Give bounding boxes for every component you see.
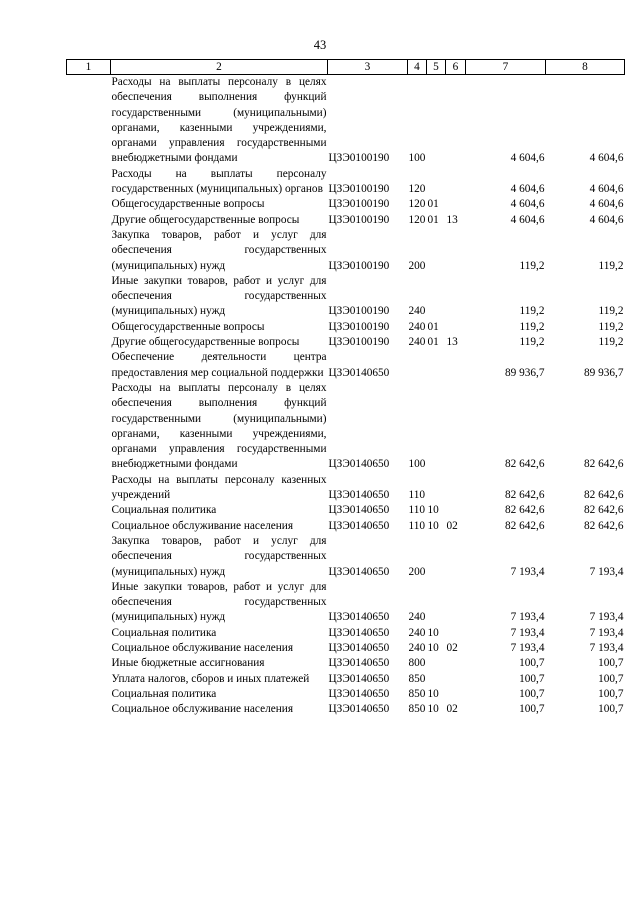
row-spacer: [67, 335, 111, 350]
row-spacer: [67, 702, 111, 717]
column-header: 3: [328, 60, 408, 75]
row-spacer: [67, 656, 111, 671]
amount-col-8: 7 193,4: [589, 611, 624, 624]
row-spacer: [67, 350, 111, 381]
table-row: [67, 75, 625, 167]
subsection-code: 13: [446, 213, 458, 226]
row-spacer: [67, 580, 111, 626]
amount-col-8: 100,7: [598, 687, 624, 700]
amount-col-8: 82 642,6: [583, 458, 624, 471]
amount-col-7: 4 604,6: [510, 198, 545, 211]
amount-col-7: 7 193,4: [510, 626, 545, 639]
amount-col-8: 89 936,7: [583, 366, 624, 379]
section-code: 01: [427, 336, 439, 349]
section-code: [427, 381, 446, 473]
section-code: [427, 580, 446, 626]
amount-col-8: 4 604,6: [589, 198, 624, 211]
expense-type-code: 120: [408, 198, 426, 211]
section-code: [427, 167, 446, 198]
target-article-code: ЦЗЭ0140650: [328, 519, 390, 532]
amount-col-8: 82 642,6: [583, 489, 624, 502]
row-name: Общегосударственные вопросы: [111, 320, 265, 333]
row-name: Расходы на выплаты персоналу государственных (муниципальных) органов: [111, 167, 327, 196]
target-article-code: ЦЗЭ0100190: [328, 305, 390, 318]
amount-col-7: 119,2: [519, 336, 545, 349]
target-article-code: ЦЗЭ0140650: [328, 489, 390, 502]
row-name: Социальное обслуживание населения: [111, 519, 294, 532]
row-spacer: [67, 320, 111, 335]
target-article-code: ЦЗЭ0140650: [328, 641, 390, 654]
amount-col-8: 4 604,6: [589, 213, 624, 226]
subsection-code: [446, 580, 466, 626]
amount-col-8: 7 193,4: [589, 626, 624, 639]
target-article-code: ЦЗЭ0140650: [328, 672, 390, 685]
row-spacer: [67, 228, 111, 274]
section-code: [427, 228, 446, 274]
expense-type-code: 100: [408, 458, 426, 471]
section-code: [427, 75, 446, 167]
subsection-code: [446, 75, 466, 167]
expense-type-code: [408, 350, 427, 381]
row-name: Уплата налогов, сборов и иных платежей: [111, 672, 310, 685]
section-code: 10: [427, 641, 439, 654]
subsection-code: [446, 167, 466, 198]
target-article-code: ЦЗЭ0100190: [328, 183, 390, 196]
subsection-code: 13: [446, 336, 458, 349]
section-code: 10: [427, 626, 439, 639]
amount-col-7: 119,2: [519, 259, 545, 272]
amount-col-8: 4 604,6: [589, 183, 624, 196]
expense-type-code: 240: [408, 611, 426, 624]
amount-col-7: 82 642,6: [504, 489, 545, 502]
section-code: [427, 274, 446, 320]
amount-col-8: 100,7: [598, 672, 624, 685]
subsection-code: [446, 687, 466, 702]
amount-col-8: 4 604,6: [589, 152, 624, 165]
amount-col-7: 4 604,6: [510, 213, 545, 226]
header-row: [67, 60, 625, 75]
table-row: [67, 503, 625, 518]
section-code: [427, 656, 446, 671]
target-article-code: ЦЗЭ0140650: [328, 611, 390, 624]
subsection-code: [446, 503, 466, 518]
column-header: 4: [408, 60, 427, 75]
row-name: Другие общегосударственные вопросы: [111, 213, 300, 226]
amount-col-7: 4 604,6: [510, 183, 545, 196]
expense-type-code: 850: [408, 687, 426, 700]
amount-col-8: 119,2: [598, 305, 624, 318]
row-name: Социальная политика: [111, 687, 217, 700]
expense-type-code: 110: [408, 489, 426, 502]
target-article-code: ЦЗЭ0100190: [328, 336, 390, 349]
table-row: [67, 228, 625, 274]
amount-col-7: 82 642,6: [504, 504, 545, 517]
table-row: [67, 656, 625, 671]
expense-type-code: 110: [408, 519, 426, 532]
table-row: [67, 702, 625, 717]
section-code: [427, 534, 446, 580]
table-row: [67, 672, 625, 687]
row-spacer: [67, 213, 111, 228]
table-row: [67, 335, 625, 350]
amount-col-7: 82 642,6: [504, 519, 545, 532]
expense-type-code: 240: [408, 305, 426, 318]
row-name: Расходы на выплаты персоналу казенных учреждений: [111, 473, 327, 502]
amount-col-7: 89 936,7: [504, 366, 545, 379]
row-spacer: [67, 641, 111, 656]
target-article-code: ЦЗЭ0100190: [328, 213, 390, 226]
subsection-code: [446, 320, 466, 335]
section-code: 10: [427, 504, 439, 517]
section-code: [427, 350, 446, 381]
page-number: 43: [313, 38, 327, 52]
row-name: Иные закупки товаров, работ и услуг для обеспечения государственных (муниципальных) нужд: [111, 274, 327, 318]
column-header: 8: [546, 60, 625, 75]
table-row: [67, 580, 625, 626]
expense-type-code: 240: [408, 336, 426, 349]
row-name: Обеспечение деятельности центра предоставления мер социальной поддержки: [111, 351, 327, 379]
row-name: Закупка товаров, работ и услуг для обеспечения государственных (муниципальных) нужд: [111, 228, 327, 272]
target-article-code: ЦЗЭ0100190: [328, 198, 390, 211]
row-spacer: [67, 381, 111, 473]
table-row: [67, 320, 625, 335]
amount-col-7: 100,7: [519, 687, 545, 700]
row-name: Социальная политика: [111, 626, 217, 639]
row-name: Социальное обслуживание населения: [111, 703, 294, 716]
row-spacer: [67, 473, 111, 504]
row-name: Расходы на выплаты персоналу в целях обеспечения выполнения функций государственными (муниципальными) органами, казенными учреждениями, органами управления государственными внебюджетными фондами: [111, 76, 327, 165]
section-code: [427, 473, 446, 504]
table-body: [67, 75, 625, 718]
section-code: [427, 672, 446, 687]
target-article-code: ЦЗЭ0100190: [328, 320, 390, 333]
table-row: [67, 534, 625, 580]
row-spacer: [67, 626, 111, 641]
amount-col-8: 82 642,6: [583, 504, 624, 517]
budget-table: [66, 59, 625, 717]
table-row: [67, 197, 625, 212]
expense-type-code: 850: [408, 703, 426, 716]
amount-col-7: 7 193,4: [510, 641, 545, 654]
row-spacer: [67, 75, 111, 167]
table-row: [67, 473, 625, 504]
target-article-code: ЦЗЭ0140650: [328, 504, 390, 517]
subsection-code: 02: [446, 519, 458, 532]
table-row: [67, 213, 625, 228]
target-article-code: ЦЗЭ0100190: [328, 152, 390, 165]
row-name: Иные закупки товаров, работ и услуг для обеспечения государственных (муниципальных) нужд: [111, 580, 327, 624]
row-spacer: [67, 274, 111, 320]
expense-type-code: 200: [408, 565, 426, 578]
amount-col-7: 119,2: [519, 305, 545, 318]
amount-col-8: 82 642,6: [583, 519, 624, 532]
row-spacer: [67, 519, 111, 534]
target-article-code: ЦЗЭ0140650: [328, 626, 390, 639]
amount-col-8: 119,2: [598, 320, 624, 333]
row-name: Социальное обслуживание населения: [111, 641, 294, 654]
subsection-code: [446, 381, 466, 473]
amount-col-7: 100,7: [519, 657, 545, 670]
target-article-code: ЦЗЭ0140650: [328, 366, 390, 379]
subsection-code: 02: [446, 641, 458, 654]
subsection-code: [446, 473, 466, 504]
amount-col-7: 100,7: [519, 672, 545, 685]
subsection-code: 02: [446, 703, 458, 716]
expense-type-code: 200: [408, 259, 426, 272]
subsection-code: [446, 672, 466, 687]
row-spacer: [67, 197, 111, 212]
row-name: Общегосударственные вопросы: [111, 198, 265, 211]
table-row: [67, 687, 625, 702]
amount-col-8: 119,2: [598, 259, 624, 272]
table-row: [67, 381, 625, 473]
row-name: Социальная политика: [111, 504, 217, 517]
table-row: [67, 274, 625, 320]
amount-col-7: 7 193,4: [510, 565, 545, 578]
section-code: 10: [427, 687, 439, 700]
expense-type-code: 240: [408, 626, 426, 639]
target-article-code: ЦЗЭ0140650: [328, 565, 390, 578]
section-code: 01: [427, 213, 439, 226]
table-row: [67, 350, 625, 381]
row-name: Иные бюджетные ассигнования: [111, 657, 265, 670]
target-article-code: ЦЗЭ0140650: [328, 458, 390, 471]
subsection-code: [446, 350, 466, 381]
amount-col-7: 100,7: [519, 703, 545, 716]
column-header: 7: [466, 60, 546, 75]
expense-type-code: 120: [408, 183, 426, 196]
row-spacer: [67, 687, 111, 702]
row-spacer: [67, 503, 111, 518]
subsection-code: [446, 534, 466, 580]
column-header: 1: [67, 60, 111, 75]
amount-col-8: 100,7: [598, 657, 624, 670]
amount-col-7: 4 604,6: [510, 152, 545, 165]
amount-col-8: 7 193,4: [589, 641, 624, 654]
table-row: [67, 626, 625, 641]
amount-col-8: 7 193,4: [589, 565, 624, 578]
row-spacer: [67, 167, 111, 198]
subsection-code: [446, 626, 466, 641]
column-header: 2: [111, 60, 328, 75]
expense-type-code: 800: [408, 657, 426, 670]
section-code: 01: [427, 320, 439, 333]
amount-col-8: 119,2: [598, 336, 624, 349]
row-spacer: [67, 672, 111, 687]
column-header: 6: [446, 60, 466, 75]
target-article-code: ЦЗЭ0140650: [328, 687, 390, 700]
row-spacer: [67, 534, 111, 580]
section-code: 10: [427, 519, 439, 532]
table-row: [67, 167, 625, 198]
table-row: [67, 519, 625, 534]
expense-type-code: 850: [408, 672, 426, 685]
row-name: Другие общегосударственные вопросы: [111, 336, 300, 349]
subsection-code: [446, 274, 466, 320]
amount-col-7: 7 193,4: [510, 611, 545, 624]
table-row: [67, 641, 625, 656]
target-article-code: ЦЗЭ0140650: [328, 657, 390, 670]
subsection-code: [446, 228, 466, 274]
expense-type-code: 240: [408, 641, 426, 654]
expense-type-code: 120: [408, 213, 426, 226]
target-article-code: ЦЗЭ0140650: [328, 703, 390, 716]
expense-type-code: 110: [408, 504, 426, 517]
amount-col-7: 119,2: [519, 320, 545, 333]
section-code: 01: [427, 198, 439, 211]
expense-type-code: 240: [408, 320, 426, 333]
column-header: 5: [427, 60, 446, 75]
expense-type-code: 100: [408, 152, 426, 165]
amount-col-8: 100,7: [598, 703, 624, 716]
amount-col-7: 82 642,6: [504, 458, 545, 471]
row-name: Закупка товаров, работ и услуг для обеспечения государственных (муниципальных) нужд: [111, 534, 327, 578]
subsection-code: [446, 656, 466, 671]
target-article-code: ЦЗЭ0100190: [328, 259, 390, 272]
subsection-code: [446, 197, 466, 212]
row-name: Расходы на выплаты персоналу в целях обеспечения выполнения функций государственными (муниципальными) органами, казенными учреждениями, органами управления государственными внебюджетными фондами: [111, 381, 327, 471]
section-code: 10: [427, 703, 439, 716]
